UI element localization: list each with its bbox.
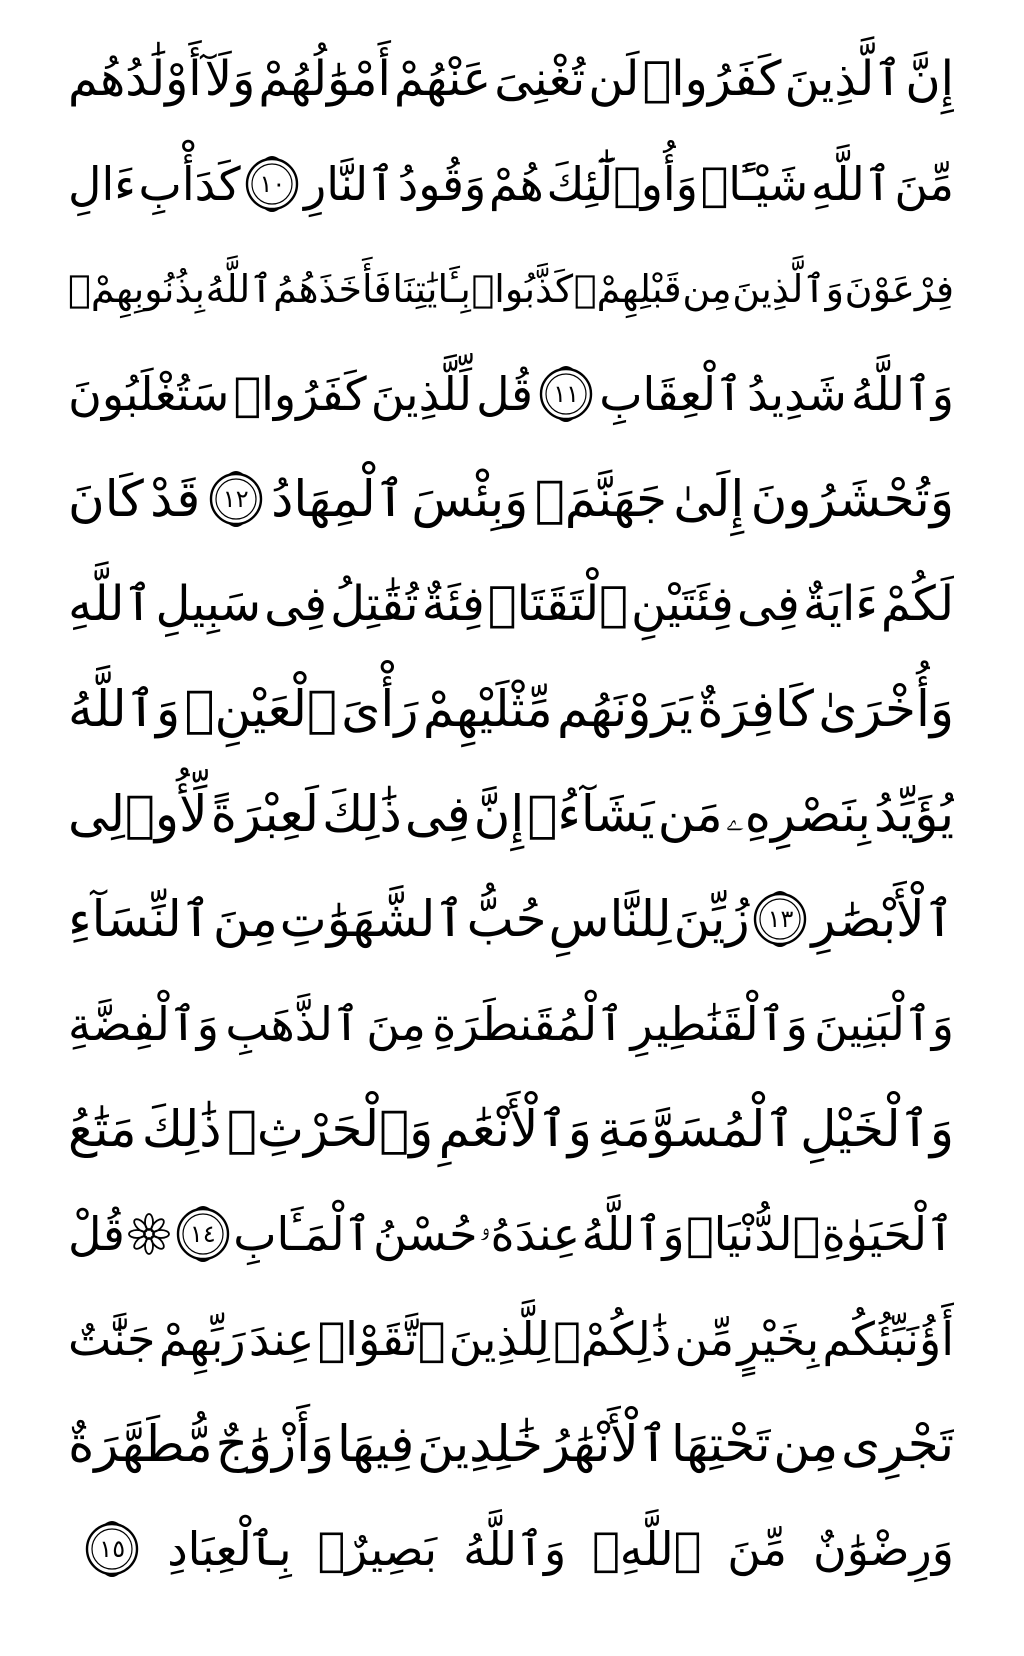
verse-line-15	[68, 1500, 954, 1598]
verse-word: كَانَ	[68, 470, 144, 528]
verse-word: وَٱللَّهُ	[581, 1207, 685, 1261]
verse-word: وَٱلْخَيْلِ	[800, 1100, 954, 1158]
verse-number: ١٤	[189, 1220, 216, 1248]
verse-word: كَذَّبُوا۟	[471, 267, 574, 311]
verse-word: لَعِبْرَةً	[210, 785, 319, 843]
verse-word: ٱلْمُقَنطَرَةِ	[432, 997, 625, 1051]
verse-number: ١١	[553, 380, 579, 408]
verse-word: ٱلنَّارِ	[304, 157, 396, 211]
verse-word: ٱلْمِهَادُ	[271, 470, 406, 528]
verse-word: خَٰلِدِينَ	[417, 1415, 543, 1473]
verse-word: ٱلنِّسَآءِ	[68, 890, 212, 948]
verse-word: لِلنَّاسِ	[548, 890, 672, 948]
verse-word: ذَٰلِكَ	[141, 1100, 222, 1158]
verse-word: حُبُّ	[466, 890, 547, 948]
verse-word: ءَايَةٌ	[802, 576, 878, 632]
verse-word: فِى	[736, 576, 800, 632]
verse-word: ٱلْمُسَوَّمَةِ	[597, 1100, 795, 1158]
verse-word: فِيهَا	[337, 1415, 415, 1473]
verse-word: أَؤُنَبِّئُكُم	[822, 1312, 954, 1366]
verse-word: مِنَ	[212, 890, 278, 948]
verse-word: بِـَٔايَٰتِنَا	[392, 267, 471, 311]
verse-word: وَٱللَّهُ	[850, 367, 954, 421]
verse-word: فِى	[264, 576, 328, 632]
verse-word: فِى	[404, 785, 471, 843]
verse-word: تَحْتِهَا	[670, 1415, 771, 1473]
verse-word: وَٱللَّهُ	[463, 1522, 567, 1576]
verse-word: ٱلشَّهَوَٰتِ	[279, 890, 465, 948]
verse-word: وَلَآ	[204, 51, 256, 107]
verse-lines	[68, 30, 954, 1630]
verse-word: ٱللَّهِۗ	[592, 1522, 702, 1576]
verse-line-3	[68, 240, 954, 338]
verse-word: فِرْعَوْنَ	[844, 267, 954, 311]
verse-word: بِٱلْعِبَادِ	[167, 1522, 292, 1576]
verse-word: حُسْنُ	[373, 1207, 478, 1261]
verse-word: مِّنَ	[894, 157, 954, 211]
verse-word: كَافِرَةٌ	[697, 680, 814, 738]
verse-word: فِئَةٌ	[421, 576, 485, 632]
verse-word: مِن	[773, 1415, 839, 1473]
verse-word: قُل	[476, 367, 533, 421]
verse-word: كَدَأْبِ	[138, 157, 241, 211]
verse-word: فِئَتَيْنِ	[630, 576, 734, 632]
verse-word: إِنَّ	[473, 785, 525, 843]
hizb-marker-icon	[126, 1211, 172, 1257]
verse-line-9	[68, 870, 954, 968]
verse-number-marker	[537, 365, 595, 423]
verse-word: ٱلْعِقَابِ	[599, 367, 743, 421]
verse-number-marker	[751, 890, 809, 948]
verse-word: قَدْ	[150, 470, 201, 528]
verse-word: رَبِّهِمْ	[158, 1312, 246, 1366]
verse-word: ٱلْحَيَوٰةِ	[821, 1207, 954, 1261]
verse-number-marker	[243, 155, 301, 213]
verse-word: مِّنَ	[727, 1522, 787, 1576]
verse-word: لَكُمْ	[880, 576, 954, 632]
verse-word: تُغْنِىَ	[494, 51, 586, 107]
verse-word: بِنَصْرِهِۦ	[725, 785, 871, 843]
verse-word: وَبِئْسَ	[411, 470, 529, 528]
verse-word: مِّثْلَيْهِمْ	[422, 680, 553, 738]
verse-word: ٱلْتَقَتَاۖ	[487, 576, 628, 632]
verse-line-8	[68, 765, 954, 863]
verse-word: وَٱلْبَنِينَ	[814, 997, 954, 1051]
verse-line-11	[68, 1080, 954, 1178]
verse-word: لِّلَّذِينَ	[370, 367, 472, 421]
verse-word: إِنَّ	[905, 51, 954, 107]
verse-word: لِلَّذِينَ	[448, 1312, 550, 1366]
verse-word: وَٱلْقَنَٰطِيرِ	[630, 997, 808, 1051]
verse-word: هُمْ	[488, 157, 544, 211]
verse-line-13	[68, 1290, 954, 1388]
verse-word: ٱلْمَـَٔابِ	[233, 1207, 372, 1261]
verse-word: كَفَرُوا۟	[642, 51, 782, 107]
verse-word: ٱللَّهِ	[810, 157, 892, 211]
verse-word: قُلْ	[68, 1207, 125, 1261]
verse-word: قَبْلِهِمْۚ	[573, 267, 682, 311]
verse-word: عِندَهُۥ	[478, 1207, 581, 1261]
verse-line-10	[68, 975, 954, 1073]
verse-word: ٱللَّهُ	[205, 267, 273, 311]
verse-word: وَرِضْوَٰنٌ	[812, 1522, 954, 1576]
verse-word: سَبِيلِ	[155, 576, 262, 632]
verse-number-marker	[83, 1520, 141, 1578]
verse-word: زُيِّنَ	[673, 890, 750, 948]
verse-word: وَٱلَّذِينَ	[732, 267, 844, 311]
verse-number-marker	[207, 470, 265, 528]
verse-line-12	[68, 1185, 954, 1283]
verse-word: مِنَ	[366, 997, 426, 1051]
verse-word: وَٱللَّهُ	[68, 680, 181, 738]
verse-line-14	[68, 1395, 954, 1493]
verse-word: وَٱلْأَنْعَٰمِ	[438, 1100, 592, 1158]
verse-word: مِن	[682, 267, 732, 311]
verse-word: شَيْـًٔاۖ	[700, 157, 809, 211]
verse-number: ١٢	[222, 485, 249, 513]
verse-word: ٱلْأَبْصَٰرِ	[811, 890, 954, 948]
verse-word: ٱلدُّنْيَاۖ	[686, 1207, 821, 1261]
verse-word: مُّطَهَّرَةٌ	[68, 1415, 213, 1473]
verse-word: لَن	[588, 51, 640, 107]
verse-number: ١٠	[259, 170, 286, 198]
verse-word: ٱلْعَيْنِۚ	[184, 680, 337, 738]
verse-word: يَرَوْنَهُم	[557, 680, 693, 738]
verse-word: مَن	[657, 785, 723, 843]
verse-word: تَجْرِى	[841, 1415, 954, 1473]
verse-word: وَأُو۟لَٰٓئِكَ	[546, 157, 698, 211]
verse-word: ٱلذَّهَبِ	[225, 997, 360, 1051]
verse-word: سَتُغْلَبُونَ	[68, 367, 230, 421]
verse-line-2	[68, 135, 954, 233]
verse-word: بِخَيْرٍ	[737, 1312, 820, 1366]
verse-word: عَنْهُمْ	[393, 51, 492, 107]
verse-number-marker	[174, 1205, 232, 1263]
verse-word: عِندَ	[248, 1312, 315, 1366]
verse-word: ٱلْأَنْهَٰرُ	[545, 1415, 669, 1473]
verse-word: جَهَنَّمَۚ	[534, 470, 668, 528]
verse-line-1	[68, 30, 954, 128]
verse-word: ذَٰلِكُمْۚ	[553, 1312, 672, 1366]
verse-word: فَأَخَذَهُمُ	[273, 267, 392, 311]
verse-word: ٱلَّذِينَ	[784, 51, 903, 107]
verse-word: شَدِيدُ	[747, 367, 847, 421]
verse-word: يُؤَيِّدُ	[874, 785, 954, 843]
verse-line-7	[68, 660, 954, 758]
verse-word: أَوْلَٰدُهُم	[68, 51, 202, 107]
verse-word: مِّن	[674, 1312, 735, 1366]
verse-word: ءَالِ	[68, 157, 136, 211]
verse-word: تُقَٰتِلُ	[330, 576, 419, 632]
verse-word: وَقُودُ	[397, 157, 487, 211]
verse-line-5	[68, 450, 954, 548]
verse-word: وَأُخْرَىٰ	[818, 680, 954, 738]
verse-number: ١٥	[99, 1535, 126, 1563]
verse-word: كَفَرُوا۟	[233, 367, 367, 421]
verse-word: بَصِيرٌۢ	[317, 1522, 438, 1576]
verse-word: أَمْوَٰلُهُمْ	[258, 51, 391, 107]
verse-line-6	[68, 555, 954, 653]
verse-word: ٱللَّهِ	[68, 576, 153, 632]
verse-word: لِّأُو۟لِى	[68, 785, 208, 843]
verse-word: بِذُنُوبِهِمْۗ	[68, 267, 205, 311]
verse-word: وَٱلْفِضَّةِ	[68, 997, 220, 1051]
verse-word: يَشَآءُۗ	[527, 785, 655, 843]
verse-word: وَتُحْشَرُونَ	[750, 470, 954, 528]
verse-word: وَٱلْحَرْثِۗ	[226, 1100, 434, 1158]
verse-number: ١٣	[767, 905, 794, 933]
verse-word: ٱتَّقَوْا۟	[317, 1312, 446, 1366]
verse-word: وَأَزْوَٰجٌ	[215, 1415, 335, 1473]
verse-word: رَأْىَ	[341, 680, 419, 738]
verse-word: مَتَٰعُ	[68, 1100, 137, 1158]
verse-word: إِلَىٰ	[673, 470, 745, 528]
verse-word: ذَٰلِكَ	[322, 785, 402, 843]
verse-word: جَنَّٰتٌ	[68, 1312, 156, 1366]
verse-line-4	[68, 345, 954, 443]
